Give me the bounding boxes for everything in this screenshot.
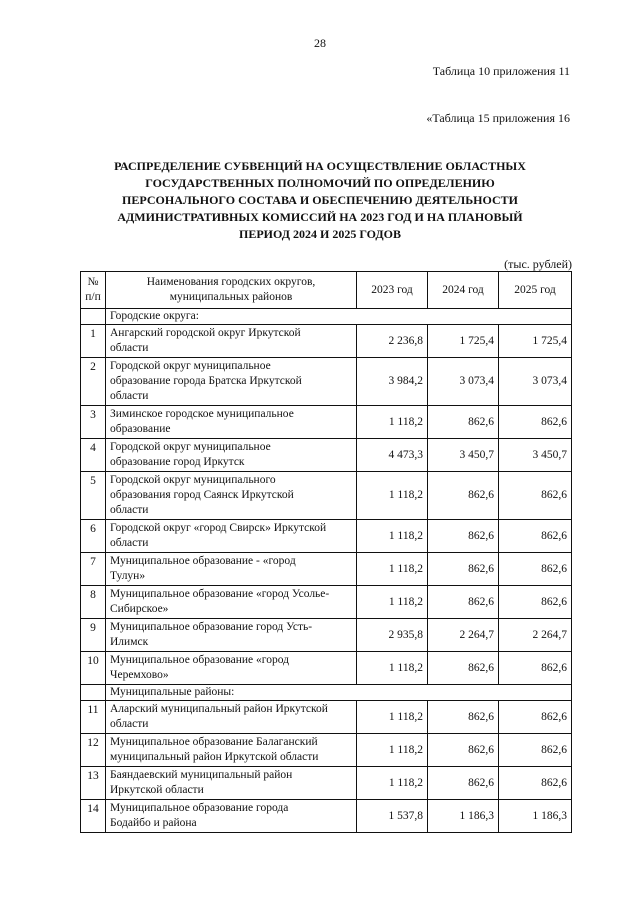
title-line: ПЕРИОД 2024 И 2025 ГОДОВ: [239, 227, 401, 241]
municipality-name: [106, 472, 357, 520]
subsidy-table: [80, 271, 572, 833]
page-number: 28: [314, 36, 326, 50]
amount-2025: 862,6: [499, 701, 572, 734]
table-row: [81, 406, 572, 439]
table-caption-amended: «Таблица 15 приложения 16: [426, 111, 570, 125]
amount-2024: 862,6: [428, 767, 499, 800]
amount-2025: 862,6: [499, 734, 572, 767]
amount-2024: 862,6: [428, 520, 499, 553]
amount-2025: 1 186,3: [499, 800, 572, 833]
section-number-cell: [81, 309, 106, 325]
municipality-name: [106, 652, 357, 685]
section-label: Городские округа:: [106, 309, 572, 325]
row-number: 5: [81, 472, 106, 520]
municipality-name-line: Городской округ муниципального: [110, 474, 276, 486]
row-number: 4: [81, 439, 106, 472]
amount-2024: 862,6: [428, 652, 499, 685]
amount-2024: 862,6: [428, 734, 499, 767]
row-number: 11: [81, 701, 106, 734]
row-number: 9: [81, 619, 106, 652]
municipality-name-line: Муниципальное образование город Усть-: [110, 621, 313, 633]
amount-2024: 862,6: [428, 553, 499, 586]
municipality-name-line: Бодайбо и района: [110, 817, 197, 829]
municipality-name: [106, 701, 357, 734]
title-line: РАСПРЕДЕЛЕНИЕ СУБВЕНЦИЙ НА ОСУЩЕСТВЛЕНИЕ ОБЛАСТНЫХ: [114, 159, 526, 173]
title-line: ПЕРСОНАЛЬНОГО СОСТАВА И ОБЕСПЕЧЕНИЮ ДЕЯТЕЛЬНОСТИ: [122, 193, 518, 207]
municipality-name-line: образование города Братска Иркутской: [110, 375, 302, 387]
header-name: Наименования городских округов, муниципальных районов: [106, 272, 357, 309]
table-row: [81, 652, 572, 685]
table-row: [81, 325, 572, 358]
amount-2025: 862,6: [499, 767, 572, 800]
table-caption-current: Таблица 10 приложения 11: [432, 64, 570, 78]
row-number: 1: [81, 325, 106, 358]
municipality-name-line: образование: [110, 423, 171, 435]
municipality-name: [106, 586, 357, 619]
amount-2025: 862,6: [499, 406, 572, 439]
table-row: [81, 734, 572, 767]
amount-2023: 1 118,2: [357, 767, 428, 800]
title-line: ГОСУДАРСТВЕННЫХ ПОЛНОМОЧИЙ ПО ОПРЕДЕЛЕНИЮ: [145, 176, 495, 190]
amount-2025: 1 725,4: [499, 325, 572, 358]
table-row: [81, 586, 572, 619]
municipality-name-line: Муниципальное образование «город: [110, 654, 289, 666]
municipality-name: [106, 439, 357, 472]
table-row: [81, 701, 572, 734]
row-number: 12: [81, 734, 106, 767]
table-row: [81, 553, 572, 586]
municipality-name-line: Тулун»: [110, 570, 146, 582]
municipality-name-line: Муниципальное образование города: [110, 802, 289, 814]
amount-2024: 3 073,4: [428, 358, 499, 406]
municipality-name: [106, 767, 357, 800]
municipality-name-line: Баяндаевский муниципальный район: [110, 769, 293, 781]
municipality-name-line: Городской округ муниципальное: [110, 441, 271, 453]
amount-2024: 1 725,4: [428, 325, 499, 358]
amount-2023: 2 935,8: [357, 619, 428, 652]
amount-2025: 3 073,4: [499, 358, 572, 406]
amount-2023: 1 118,2: [357, 701, 428, 734]
table-row: [81, 472, 572, 520]
amount-2023: 3 984,2: [357, 358, 428, 406]
title-line: АДМИНИСТРАТИВНЫХ КОМИССИЙ НА 2023 ГОД И НА ПЛАНОВЫЙ: [117, 210, 523, 224]
amount-2025: 3 450,7: [499, 439, 572, 472]
header-2025: 2025 год: [499, 272, 572, 309]
amount-2023: 2 236,8: [357, 325, 428, 358]
amount-2025: 862,6: [499, 586, 572, 619]
amount-2023: 1 118,2: [357, 652, 428, 685]
municipality-name-line: образование город Иркутск: [110, 456, 245, 468]
header-number: № п/п: [81, 272, 106, 309]
amount-2024: 2 264,7: [428, 619, 499, 652]
amount-2023: 1 537,8: [357, 800, 428, 833]
amount-2025: 2 264,7: [499, 619, 572, 652]
row-number: 14: [81, 800, 106, 833]
section-row: [81, 309, 572, 325]
municipality-name: [106, 553, 357, 586]
row-number: 6: [81, 520, 106, 553]
table-row: [81, 520, 572, 553]
header-2024: 2024 год: [428, 272, 499, 309]
municipality-name-line: Ангарский городской округ Иркутской: [110, 327, 301, 339]
row-number: 13: [81, 767, 106, 800]
amount-2024: 862,6: [428, 472, 499, 520]
amount-2024: 862,6: [428, 586, 499, 619]
amount-2023: 4 473,3: [357, 439, 428, 472]
municipality-name-line: области: [110, 537, 149, 549]
section-number-cell: [81, 685, 106, 701]
amount-2024: 1 186,3: [428, 800, 499, 833]
municipality-name: [106, 619, 357, 652]
municipality-name-line: Сибирское»: [110, 603, 169, 615]
row-number: 10: [81, 652, 106, 685]
table-row: [81, 800, 572, 833]
municipality-name-line: области: [110, 718, 149, 730]
section-row: [81, 685, 572, 701]
amount-2023: 1 118,2: [357, 406, 428, 439]
amount-2024: 862,6: [428, 701, 499, 734]
amount-2023: 1 118,2: [357, 586, 428, 619]
amount-2024: 862,6: [428, 406, 499, 439]
municipality-name-line: Муниципальное образование - «город: [110, 555, 296, 567]
municipality-name-line: Муниципальное образование «город Усолье-: [110, 588, 330, 600]
row-number: 8: [81, 586, 106, 619]
municipality-name: [106, 406, 357, 439]
municipality-name-line: Аларский муниципальный район Иркутской: [110, 703, 328, 715]
municipality-name-line: Черемхово»: [110, 669, 169, 681]
municipality-name-line: Городской округ «город Свирск» Иркутской: [110, 522, 327, 534]
table-row: [81, 439, 572, 472]
table-row: [81, 767, 572, 800]
amount-2023: 1 118,2: [357, 553, 428, 586]
municipality-name-line: Иркутской области: [110, 784, 204, 796]
municipality-name: [106, 800, 357, 833]
units-label: (тыс. рублей): [504, 257, 572, 271]
table-body: [81, 309, 572, 833]
table-row: [81, 619, 572, 652]
amount-2025: 862,6: [499, 553, 572, 586]
amount-2023: 1 118,2: [357, 520, 428, 553]
row-number: 7: [81, 553, 106, 586]
municipality-name-line: Илимск: [110, 636, 149, 648]
header-2023: 2023 год: [357, 272, 428, 309]
amount-2025: 862,6: [499, 520, 572, 553]
amount-2023: 1 118,2: [357, 472, 428, 520]
municipality-name-line: Городской округ муниципальное: [110, 360, 271, 372]
municipality-name-line: области: [110, 390, 149, 402]
municipality-name-line: образования город Саянск Иркутской: [110, 489, 294, 501]
municipality-name-line: Зиминское городское муниципальное: [110, 408, 294, 420]
row-number: 2: [81, 358, 106, 406]
table-row: [81, 358, 572, 406]
document-title: [100, 158, 540, 243]
municipality-name: [106, 358, 357, 406]
municipality-name-line: области: [110, 342, 149, 354]
row-number: 3: [81, 406, 106, 439]
municipality-name: [106, 520, 357, 553]
municipality-name-line: Муниципальное образование Балаганский: [110, 736, 318, 748]
amount-2024: 3 450,7: [428, 439, 499, 472]
amount-2025: 862,6: [499, 652, 572, 685]
municipality-name: [106, 325, 357, 358]
table-header-row: [81, 272, 572, 309]
municipality-name-line: области: [110, 504, 149, 516]
section-label: Муниципальные районы:: [106, 685, 572, 701]
municipality-name: [106, 734, 357, 767]
amount-2023: 1 118,2: [357, 734, 428, 767]
amount-2025: 862,6: [499, 472, 572, 520]
municipality-name-line: муниципальный район Иркутской области: [110, 751, 319, 763]
